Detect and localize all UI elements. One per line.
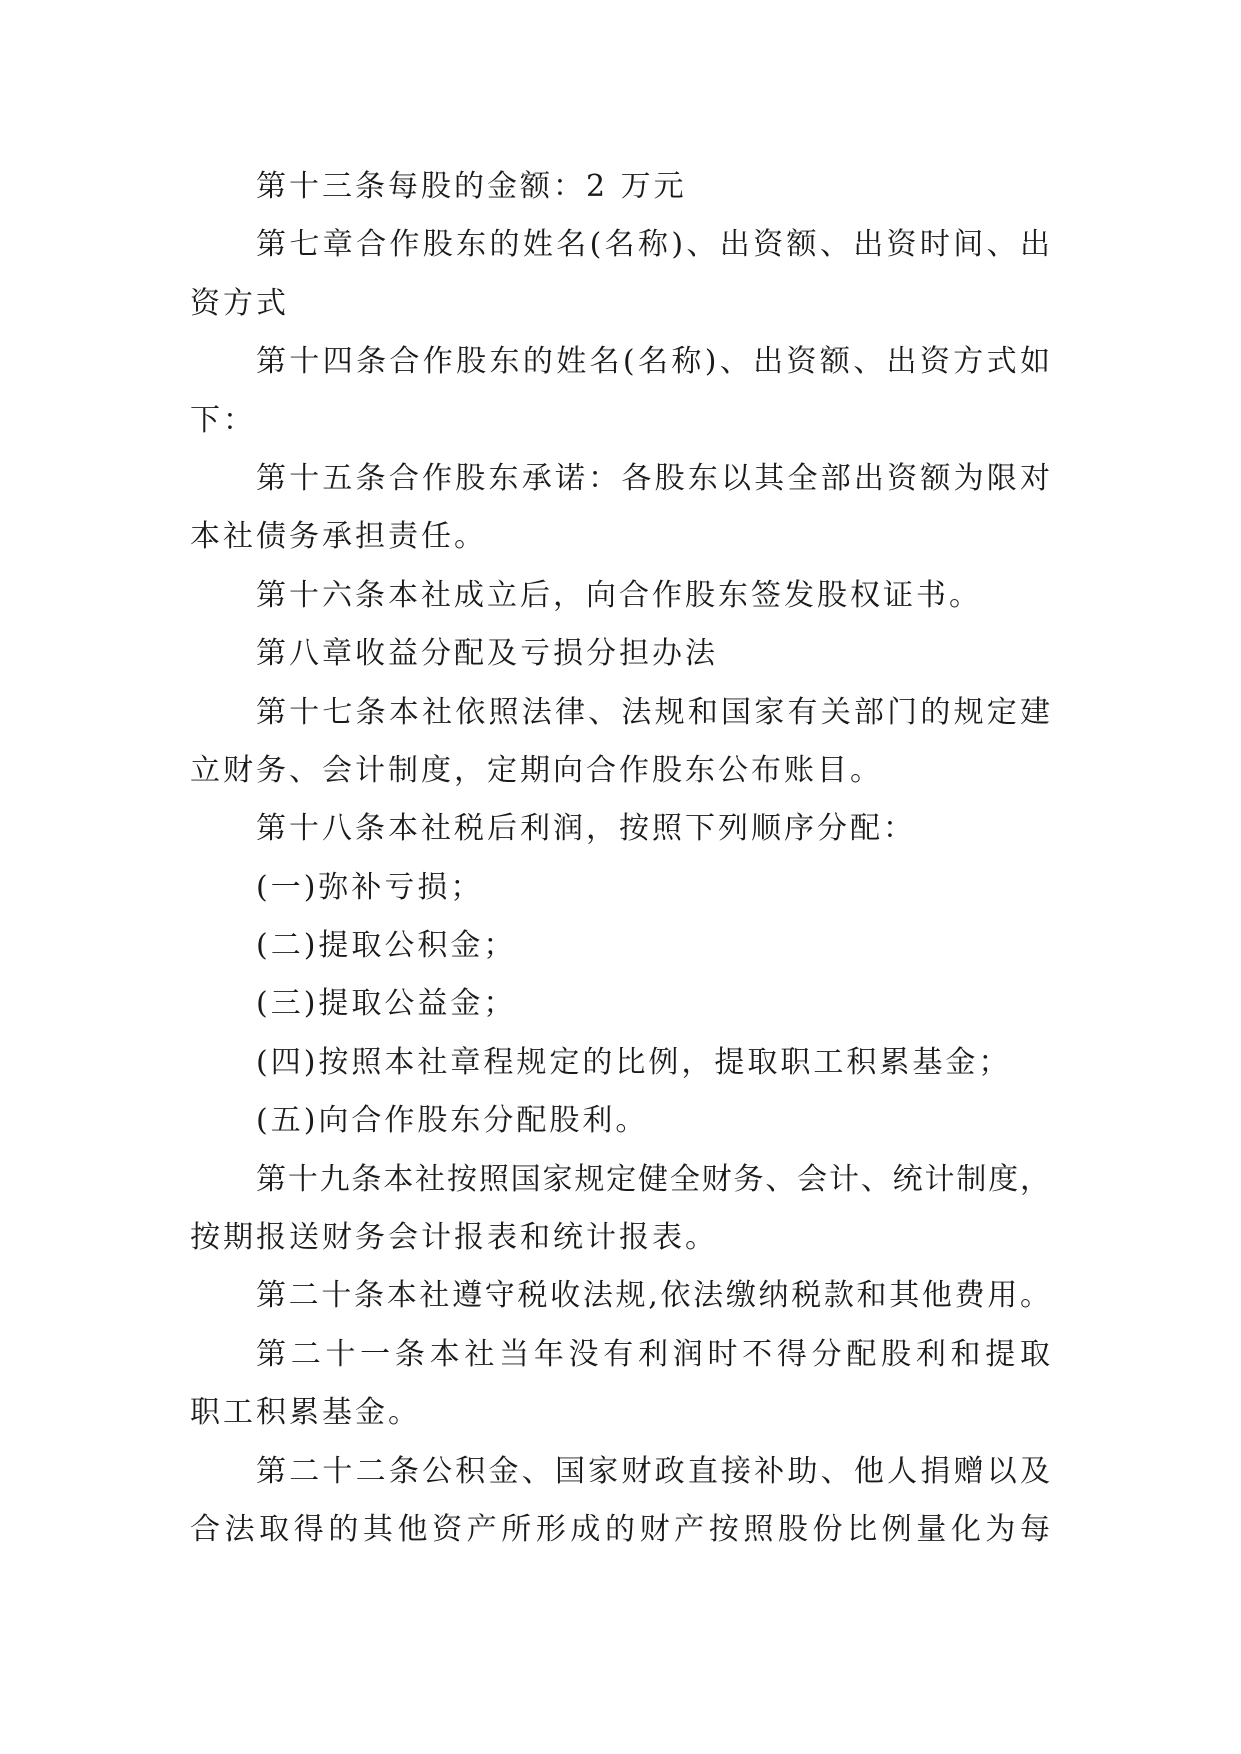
text-line: 第十五条合作股东承诺：各股东以其全部出资额为限对 [256, 460, 1050, 496]
list-item-2 [190, 917, 1050, 975]
text-line: 本社债务承担责任。 [190, 519, 487, 555]
list-item-5 [190, 1092, 1050, 1150]
list-item-1 [190, 859, 1050, 917]
text-line: 第七章合作股东的姓名(名称)、出资额、出资时间、出 [256, 227, 1050, 263]
paragraph-article-16 [190, 567, 1050, 625]
text-line: 第十九条本社按照国家规定健全财务、会计、统计制度， [256, 1161, 1050, 1197]
text-line: 第二十二条公积金、国家财政直接补助、他人捐赠以及 [256, 1453, 1050, 1489]
text-line: (四)按照本社章程规定的比例，提取职工积累基金； [256, 1044, 1012, 1080]
text-line: 立财务、会计制度，定期向合作股东公布账目。 [190, 752, 883, 788]
paragraph-article-22 [190, 1443, 1050, 1560]
document-body [190, 158, 1050, 1559]
text-line: 下： [190, 402, 256, 438]
list-item-4 [190, 1034, 1050, 1092]
paragraph-chapter-7 [190, 216, 1050, 333]
paragraph-chapter-8 [190, 625, 1050, 683]
text-line: 职工积累基金。 [190, 1395, 421, 1431]
paragraph-article-20 [190, 1267, 1050, 1325]
text-line: 第二十条本社遵守税收法规,依法缴纳税款和其他费用。 [256, 1278, 1050, 1314]
text-line: (五)向合作股东分配股利。 [256, 1103, 649, 1139]
list-item-3 [190, 975, 1050, 1033]
text-line: 第十八条本社税后利润，按照下列顺序分配： [256, 811, 916, 847]
paragraph-article-17 [190, 684, 1050, 801]
text-line: (一)弥补亏损； [256, 869, 484, 905]
paragraph-article-19 [190, 1151, 1050, 1268]
text-line: 合法取得的其他资产所形成的财产按照股份比例量化为每 [190, 1511, 1050, 1547]
paragraph-article-15 [190, 450, 1050, 567]
text-line: 按期报送财务会计报表和统计报表。 [190, 1220, 718, 1256]
text-line: 资方式 [190, 285, 289, 321]
text-line: 第八章收益分配及亏损分担办法 [256, 636, 718, 672]
text-line: 第十三条每股的金额：2 万元 [256, 169, 687, 204]
paragraph-article-21 [190, 1326, 1050, 1443]
text-line: 第二十一条本社当年没有利润时不得分配股利和提取 [256, 1336, 1050, 1372]
text-line: (三)提取公益金； [256, 986, 517, 1022]
text-line: 第十四条合作股东的姓名(名称)、出资额、出资方式如 [256, 344, 1050, 380]
text-line: 第十七条本社依照法律、法规和国家有关部门的规定建 [256, 694, 1050, 730]
paragraph-article-14 [190, 333, 1050, 450]
text-line: 第十六条本社成立后，向合作股东签发股权证书。 [256, 577, 982, 613]
paragraph-article-18 [190, 800, 1050, 858]
text-line: (二)提取公积金； [256, 928, 517, 964]
paragraph-article-13 [190, 158, 1050, 216]
